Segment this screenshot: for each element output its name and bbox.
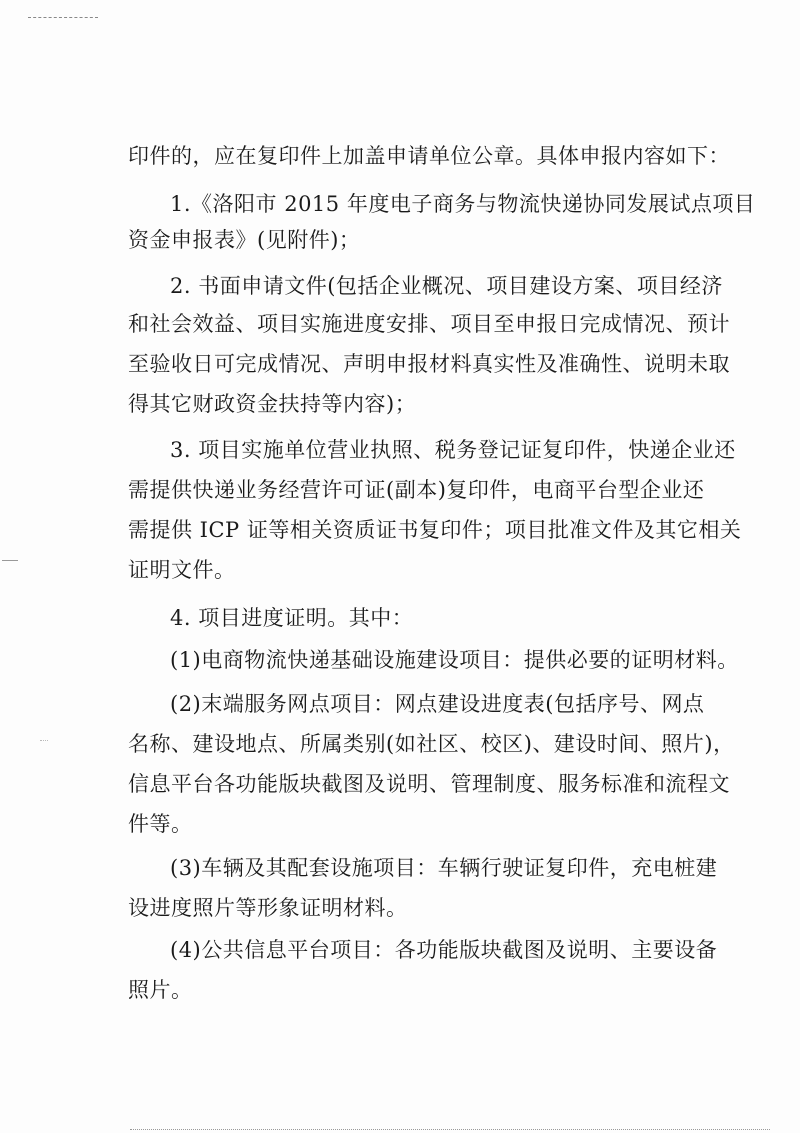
list-item-3-line-2: 需提供快递业务经营许可证(副本)复印件，电商平台型企业还 [128, 478, 705, 502]
list-item-3-line-4: 证明文件。 [128, 558, 236, 582]
list-item-3-line-1: 3. 项目实施单位营业执照、税务登记证复印件，快递企业还 [170, 438, 736, 462]
sub-item-3-line-2: 设进度照片等形象证明材料。 [128, 896, 408, 920]
sub-item-3-line-1: (3)车辆及其配套设施项目：车辆行驶证复印件，充电桩建 [170, 856, 718, 880]
sub-item-2-line-3: 信息平台各功能版块截图及说明、管理制度、服务标准和流程文 [128, 772, 730, 796]
list-item-4-line-1: 4. 项目进度证明。其中： [170, 606, 414, 630]
sub-item-2-line-2: 名称、建设地点、所属类别(如社区、校区)、建设时间、照片)， [128, 732, 735, 756]
list-item-2-line-2: 和社会效益、项目实施进度安排、项目至申报日完成情况、预计 [128, 312, 730, 336]
sub-item-4-line-1: (4)公共信息平台项目：各功能版块截图及说明、主要设备 [170, 938, 718, 962]
list-item-3-line-3: 需提供 ICP 证等相关资质证书复印件；项目批准文件及其它相关 [128, 518, 742, 542]
sub-item-2-line-4: 件等。 [128, 812, 193, 836]
list-item-2-line-1: 2. 书面申请文件(包括企业概况、项目建设方案、项目经济 [170, 274, 723, 298]
list-item-2-line-3: 至验收日可完成情况、声明申报材料真实性及准确性、说明未取 [128, 352, 730, 376]
text-line: 印件的，应在复印件上加盖申请单位公章。具体申报内容如下： [128, 144, 730, 168]
sub-item-4-line-2: 照片。 [128, 978, 193, 1002]
sub-item-1-line-1: (1)电商物流快递基础设施建设项目：提供必要的证明材料。 [170, 648, 739, 672]
list-item-1-line-1: 1.《洛阳市 2015 年度电子商务与物流快递协同发展试点项目 [170, 192, 756, 216]
list-item-2-line-4: 得其它财政资金扶持等内容)； [128, 392, 417, 416]
sub-item-2-line-1: (2)末端服务网点项目：网点建设进度表(包括序号、网点 [170, 692, 705, 716]
list-item-1-line-2: 资金申报表》(见附件)； [128, 228, 361, 252]
